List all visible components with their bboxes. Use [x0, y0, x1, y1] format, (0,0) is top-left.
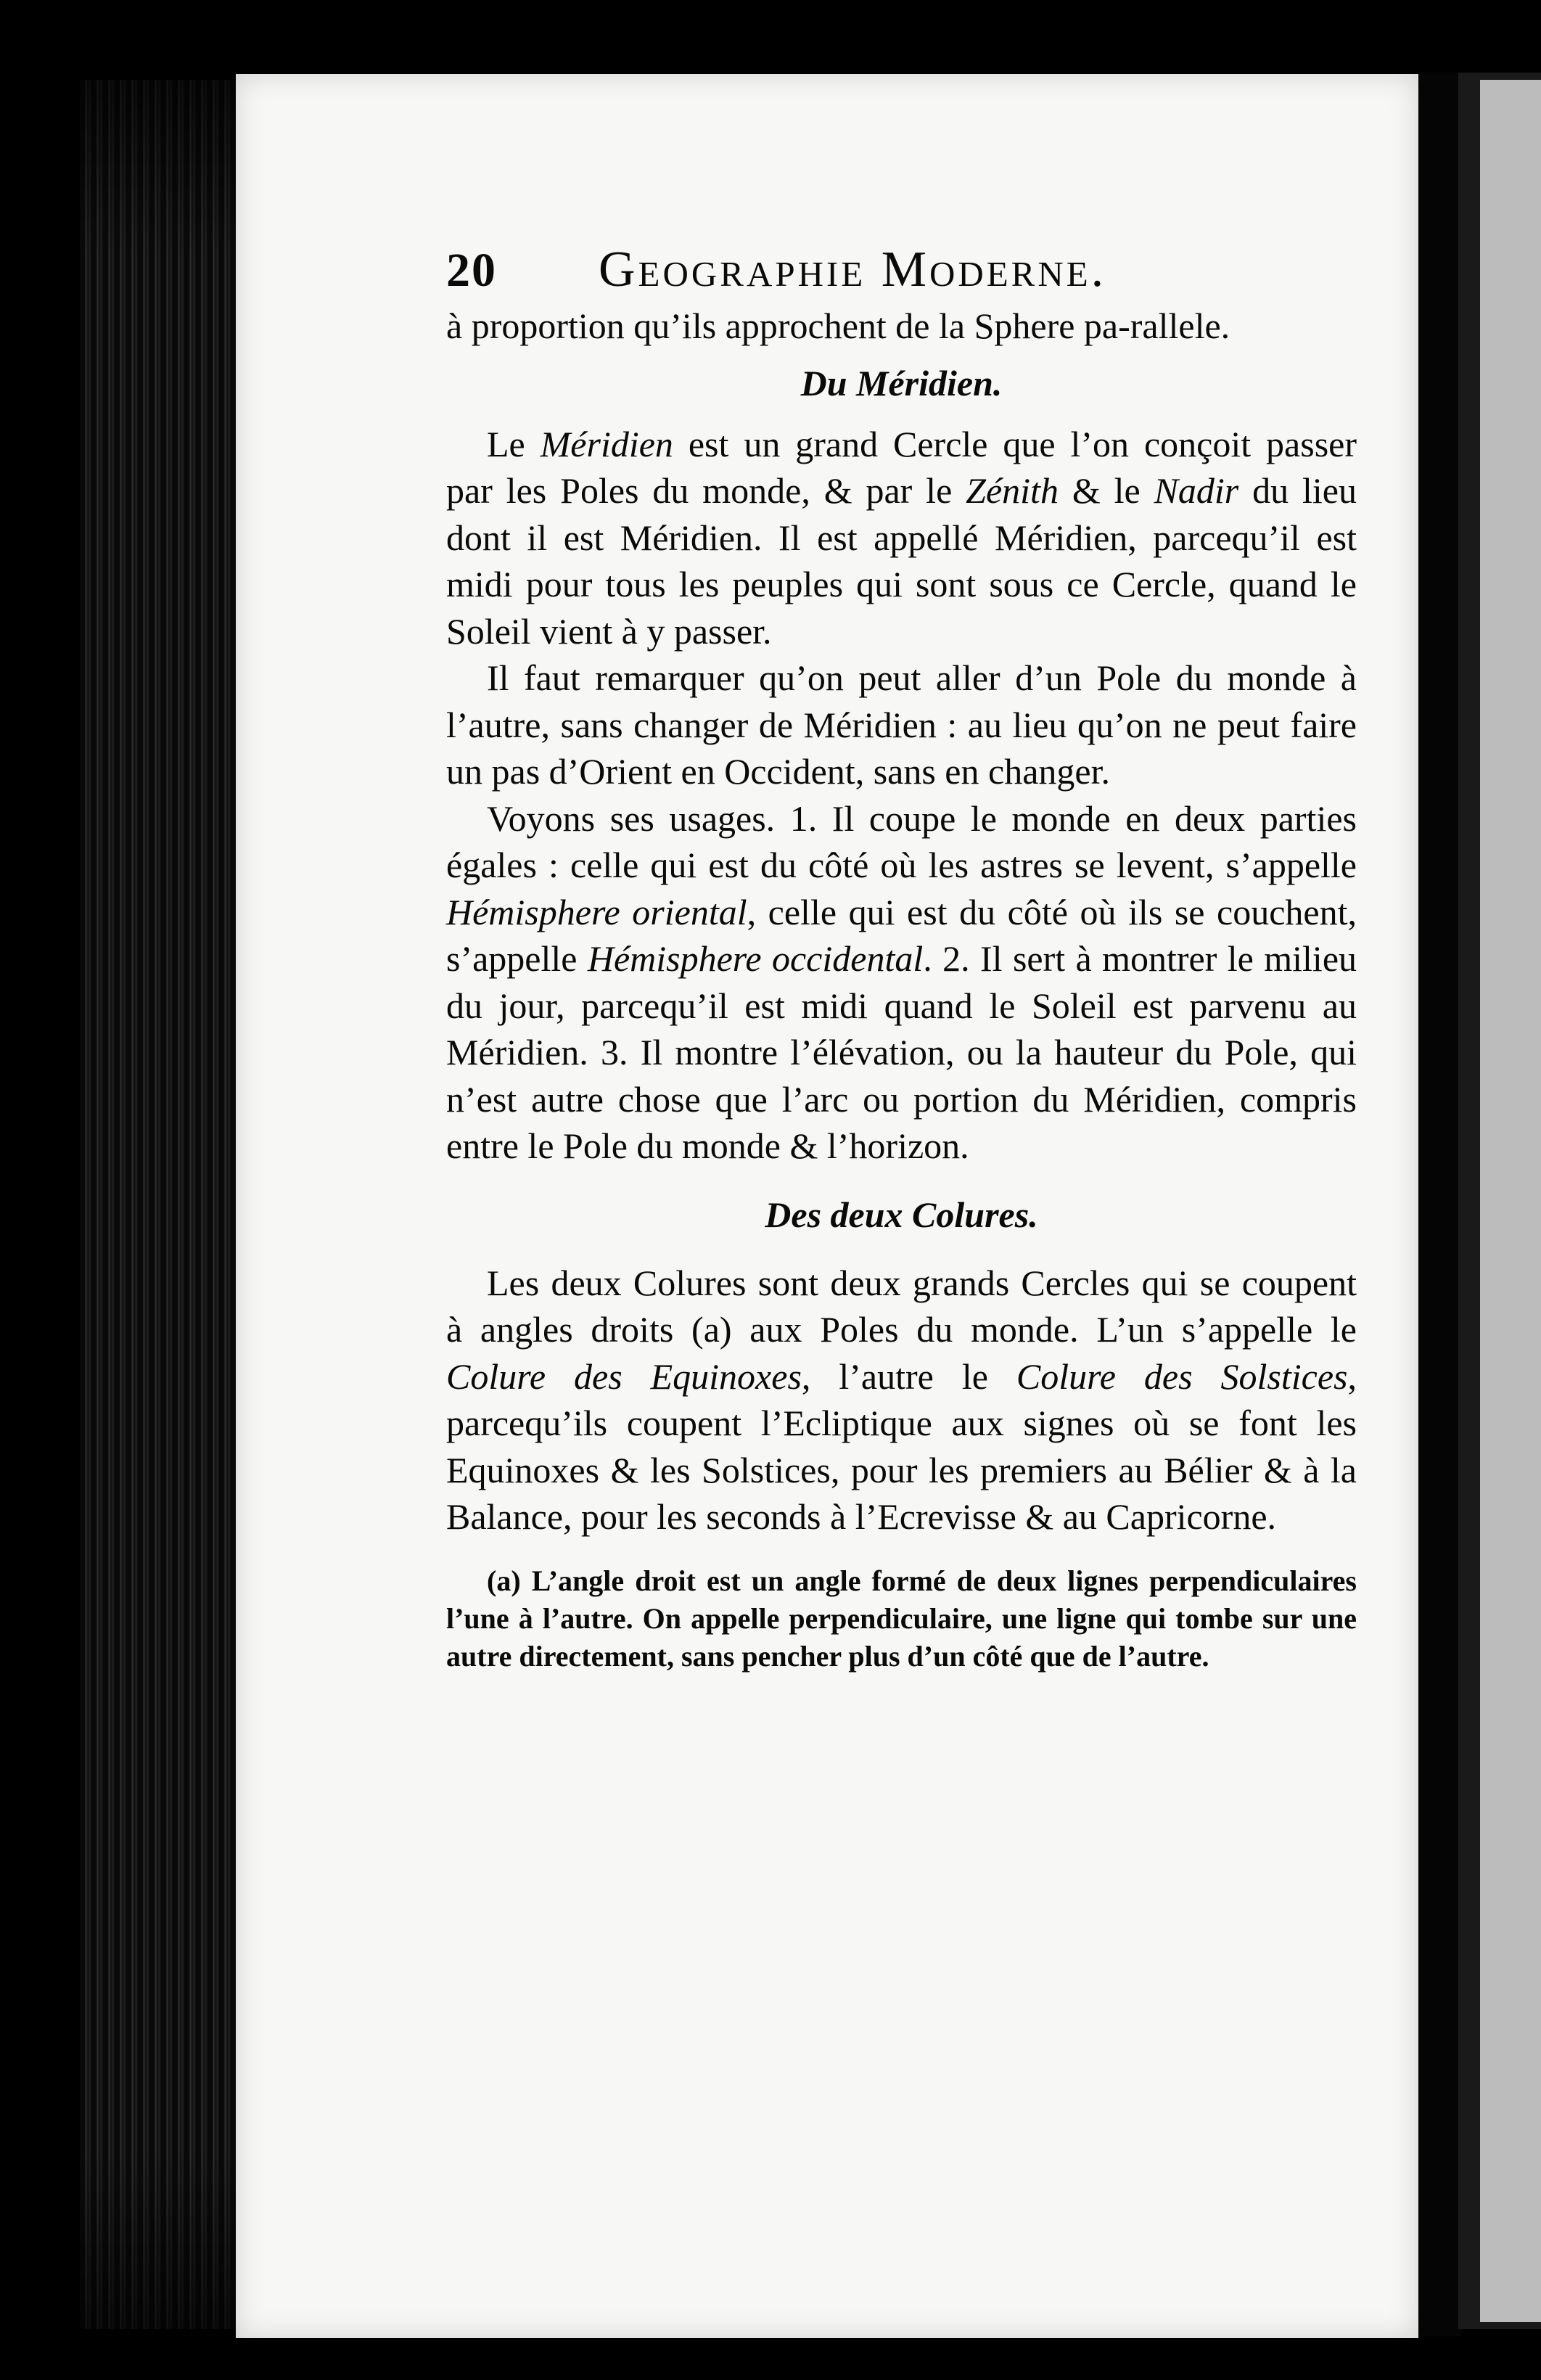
body-text — [446, 303, 1357, 1540]
text-run: est un grand Cercle que l’on conçoit passer par les Poles du monde, & par le — [446, 423, 1357, 511]
text-run: Voyons ses usages. 1. Il coupe le monde en deux parties égales : celle qui est du côté où les astres se levent, s’appelle — [446, 797, 1357, 885]
book-gutter — [1415, 73, 1462, 2336]
text-run: , parcequ’ils coupent l’Ecliptique aux signes où se font les Equinoxes & les Solstices, pour les premiers au Bélier & à la Balance, pour les seconds à l’Ecrevisse & au Capricorne. — [446, 1355, 1357, 1537]
paragraph-colures — [446, 1260, 1357, 1540]
page-number: 20 — [446, 244, 497, 297]
text-run: Les deux Colures sont deux grands Cercles qui se coupent à angles droits (a) aux Poles du monde. L’un s’appelle le — [446, 1262, 1357, 1350]
text-run: . 2. Il sert à montrer le milieu du jour, parcequ’il est midi quand le Soleil est parvenu au Méridien. 3. Il montre l’élévation, ou la hauteur du Pole, qui n’est autre chose que l’arc ou portion du Méridien, compris entre le Pole du monde & l’horizon. — [446, 938, 1357, 1166]
text-run: , celle qui est du côté où ils se couchent, s’appelle — [446, 891, 1357, 979]
facing-page — [1480, 80, 1541, 2322]
italic-term: Colure des Equinoxes — [446, 1355, 802, 1397]
text-run: , l’autre le — [801, 1355, 1016, 1397]
paragraph-continuation: à proportion qu’ils approchent de la Sphere pa-rallele. — [446, 305, 1230, 346]
italic-term: Colure des Solstices — [1016, 1355, 1348, 1397]
text-run: Le — [487, 423, 541, 464]
paragraph-remark: Il faut remarquer qu’on peut aller d’un Pole du monde à l’autre, sans changer de Méridien : au lieu qu’on ne peut faire un pas d’Orient en Occident, sans en changer. — [446, 657, 1357, 792]
text-run: du lieu dont il est Méridien. Il est appellé Méridien, parcequ’il est midi pour tous les peuples qui sont sous ce Cercle, quand le Soleil vient à y passer. — [446, 470, 1357, 652]
italic-term: Hémisphere oriental — [446, 891, 747, 932]
text-run: & le — [1058, 470, 1154, 511]
book-page — [236, 74, 1418, 2338]
book-page-edges — [80, 80, 239, 2329]
paragraph-meridien-definition — [446, 421, 1357, 655]
italic-term: Zénith — [966, 470, 1059, 511]
running-title: Geographie Moderne. — [599, 242, 1107, 298]
page-content — [446, 241, 1357, 1675]
italic-term: Méridien — [540, 423, 673, 464]
section-heading-colures: Des deux Colures. — [765, 1194, 1038, 1235]
italic-term: Hémisphere occidental — [587, 938, 924, 979]
paragraph-usages — [446, 795, 1357, 1170]
footnote — [446, 1562, 1357, 1675]
footnote-text: (a) L’angle droit est un angle formé de deux lignes perpendiculaires l’une à l’autre. On appelle perpendiculaire, une ligne qui tombe sur une autre directement, sans pencher plus d’un côté que de l’autre. — [446, 1564, 1357, 1673]
section-heading-meridien: Du Méridien. — [800, 362, 1003, 403]
running-head — [446, 241, 1357, 300]
italic-term: Nadir — [1154, 470, 1239, 511]
